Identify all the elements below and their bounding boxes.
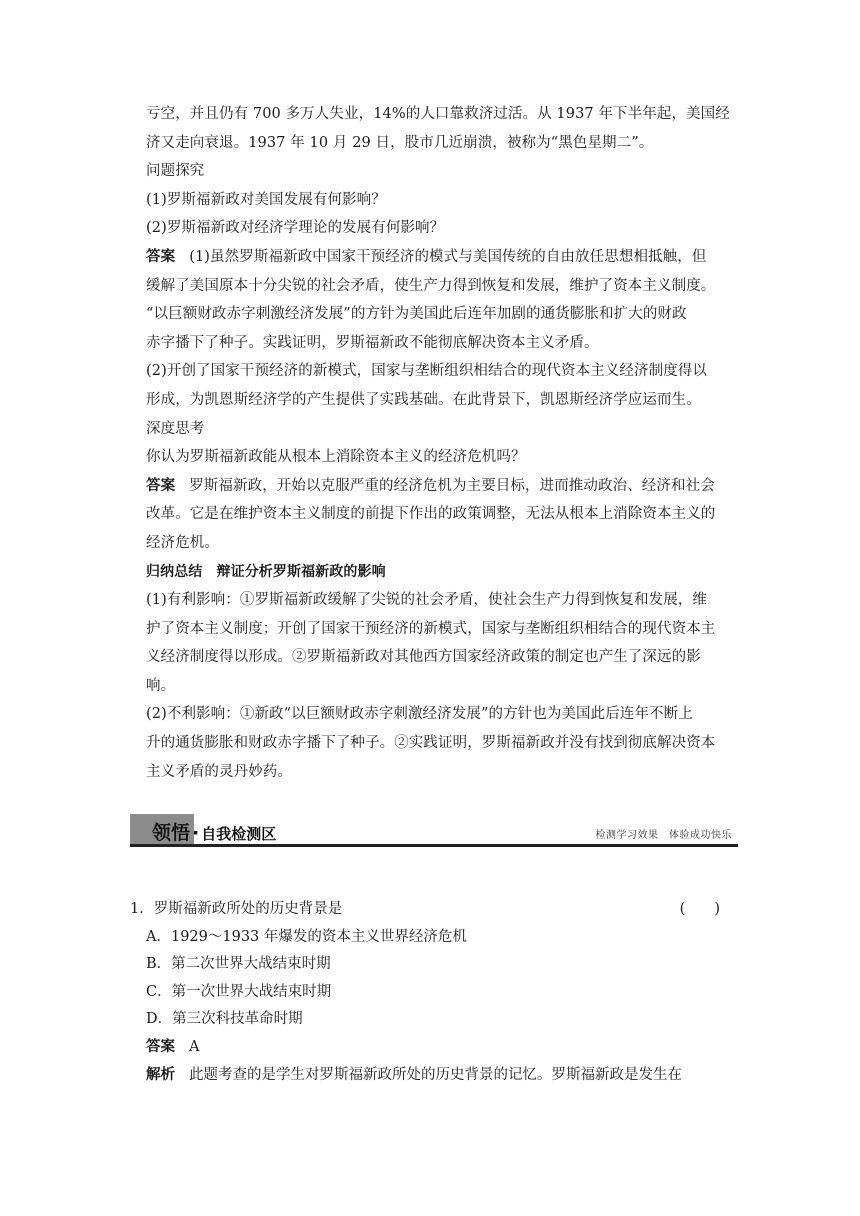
answer-label: 答案 — [146, 1038, 175, 1055]
inquiry-question-2: (2)罗斯福新政对经济学理论的发展有何影响？ — [146, 220, 445, 237]
summary-line: 义经济制度得以形成。②罗斯福新政对其他西方国家经济政策的制定也产生了深远的影 — [146, 649, 701, 666]
option-b: B．第二次世界大战结束时期 — [146, 956, 331, 973]
answer-line: “以巨额财政赤字刺激经济发展”的方针为美国此后连年加剧的通货膨胀和扩大的财政 — [146, 306, 687, 323]
banner-title: 领悟 · 自我检测区 — [152, 822, 277, 844]
summary-line: 响。 — [146, 677, 176, 694]
option-d: D．第三次科技革命时期 — [146, 1011, 303, 1028]
question-1 — [130, 896, 738, 1089]
option-c: C．第一次世界大战结束时期 — [146, 983, 332, 1000]
answer-line: 缓解了美国原本十分尖锐的社会矛盾，使生产力得到恢复和发展，维护了资本主义制度。 — [146, 277, 716, 294]
answer-label: 答案 — [146, 248, 176, 265]
summary-heading: 归纳总结 辩证分析罗斯福新政的影响 — [146, 563, 386, 580]
answer-line: (2)开创了国家干预经济的新模式，国家与垄断组织相结合的现代资本主义经济制度得以 — [146, 363, 708, 380]
question-analysis: 解析 此题考查的是学生对罗斯福新政所处的历史背景的记忆。罗斯福新政是发生在 — [146, 1066, 682, 1083]
section-heading-deep: 深度思考 — [146, 420, 205, 437]
summary-line: (1)有利影响：①罗斯福新政缓解了尖锐的社会矛盾，使社会生产力得到恢复和发展，维 — [146, 592, 708, 609]
summary-line: 升的通货膨胀和财政赤字播下了种子。②实践证明，罗斯福新政并没有找到彻底解决资本 — [146, 735, 716, 752]
answer-line: 答案 罗斯福新政，开始以克服严重的经济危机为主要目标，进而推动政治、经济和社会 — [146, 477, 715, 494]
question-answer: 答案 A — [146, 1038, 200, 1055]
body-line: 亏空，并且仍有 700 多万人失业，14%的人口靠救济过活。从 1937 年下半年起，美国经 — [146, 106, 730, 122]
banner-slogan: 检测学习效果 体验成功快乐 — [595, 830, 732, 841]
inquiry-question-1: (1)罗斯福新政对美国发展有何影响？ — [146, 191, 386, 208]
answer-line: 改革。它是在维护资本主义制度的前提下作出的政策调整，无法从根本上消除资本主义的 — [146, 506, 716, 523]
body-line: 济又走向衰退。1937 年 10 月 29 日，股市几近崩溃，被称为“黑色星期二”。 — [146, 134, 654, 151]
question-stem: 1．罗斯福新政所处的历史背景是 — [130, 901, 343, 917]
summary-line: (2)不利影响：①新政“以巨额财政赤字刺激经济发展”的方针也为美国此后连年不断上 — [146, 706, 693, 723]
answer-label: 答案 — [146, 477, 176, 494]
option-a: A．1929～1933 年爆发的资本主义世界经济危机 — [146, 928, 467, 945]
question-stem-row — [130, 896, 738, 924]
analysis-label: 解析 — [146, 1066, 175, 1083]
deep-question: 你认为罗斯福新政能从根本上消除资本主义的经济危机吗？ — [146, 449, 526, 466]
document-body — [146, 100, 736, 786]
answer-line: 赤字播下了种子。实践证明，罗斯福新政不能彻底解决资本主义矛盾。 — [146, 334, 599, 351]
summary-line: 护了资本主义制度；开创了国家干预经济的新模式，国家与垄断组织相结合的现代资本主 — [146, 620, 716, 637]
section-heading-inquiry: 问题探究 — [146, 163, 205, 180]
answer-line: 经济危机。 — [146, 534, 219, 551]
answer-line: 形成，为凯恩斯经济学的产生提供了实践基础。在此背景下，凯恩斯经济学应运而生。 — [146, 391, 701, 408]
answer-blank: ( ) — [679, 901, 720, 917]
summary-line: 主义矛盾的灵丹妙药。 — [146, 763, 292, 780]
banner-rule — [130, 844, 738, 847]
answer-line: 答案 (1)虽然罗斯福新政中国家干预经济的模式与美国传统的自由放任思想相抵触，但 — [146, 248, 707, 265]
section-banner — [130, 814, 738, 854]
